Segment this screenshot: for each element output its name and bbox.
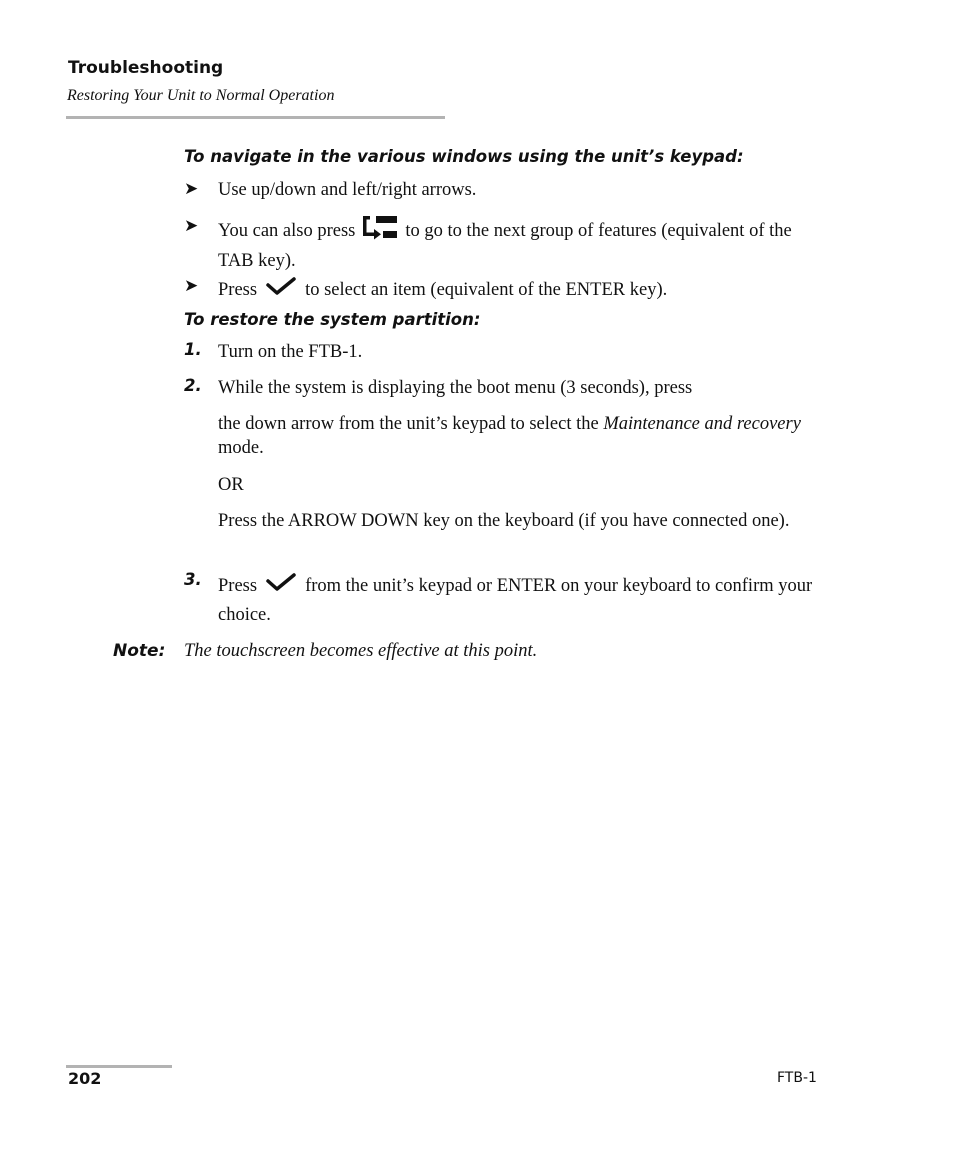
bullet-item-tab-before: You can also press (218, 220, 356, 241)
bullet-marker: ➤ (184, 216, 199, 235)
step-number: 2. (184, 376, 202, 395)
footer-rule (66, 1065, 172, 1068)
bullet-item-enter-after: to select an item (equivalent of the ENTER key). (305, 279, 668, 300)
bullet-item-arrows: Use up/down and left/right arrows. (218, 180, 477, 200)
document-name: FTB-1 (777, 1070, 817, 1086)
note-label: Note: (113, 641, 166, 661)
navigate-heading: To navigate in the various windows using the unit’s keypad: (184, 147, 744, 166)
header-rule (66, 116, 445, 119)
step-2-text: While the system is displaying the boot menu (3 seconds), press (218, 378, 693, 398)
note-text: The touchscreen becomes effective at this point. (184, 641, 538, 661)
bullet-item-tab-after: to go to the next group of features (equivalent of the TAB key). (218, 220, 792, 271)
step-2-alternative: Press the ARROW DOWN key on the keyboard (if you have connected one). (218, 511, 790, 531)
step-2-detail-after: mode. (218, 438, 264, 458)
restore-heading: To restore the system partition: (184, 310, 481, 329)
bullet-item-enter-before: Press (218, 279, 258, 300)
step-3-before: Press (218, 575, 258, 596)
page-number: 202 (68, 1069, 102, 1088)
bullet-marker: ➤ (184, 179, 199, 198)
step-3-after: from the unit’s keypad or ENTER on your keyboard to confirm your choice. (218, 575, 813, 625)
step-number: 1. (184, 340, 202, 359)
section-title: Troubleshooting (68, 58, 224, 78)
step-number: 3. (184, 570, 202, 589)
step-1-text: Turn on the FTB-1. (218, 342, 363, 362)
step-2-detail (218, 412, 818, 460)
step-3-text (218, 570, 818, 627)
step-2-or: OR (218, 475, 244, 495)
step-2-detail-before: the down arrow from the unit’s keypad to select the (218, 414, 599, 434)
maintenance-mode-name: Maintenance and recovery (603, 414, 801, 434)
bullet-item-tab (218, 214, 818, 273)
subsection-title: Restoring Your Unit to Normal Operation (67, 87, 335, 104)
checkmark-key-icon (263, 274, 299, 307)
tab-key-icon (361, 214, 399, 249)
bullet-marker: ➤ (184, 276, 199, 295)
bullet-item-enter (218, 274, 818, 307)
checkmark-key-icon (263, 570, 299, 603)
